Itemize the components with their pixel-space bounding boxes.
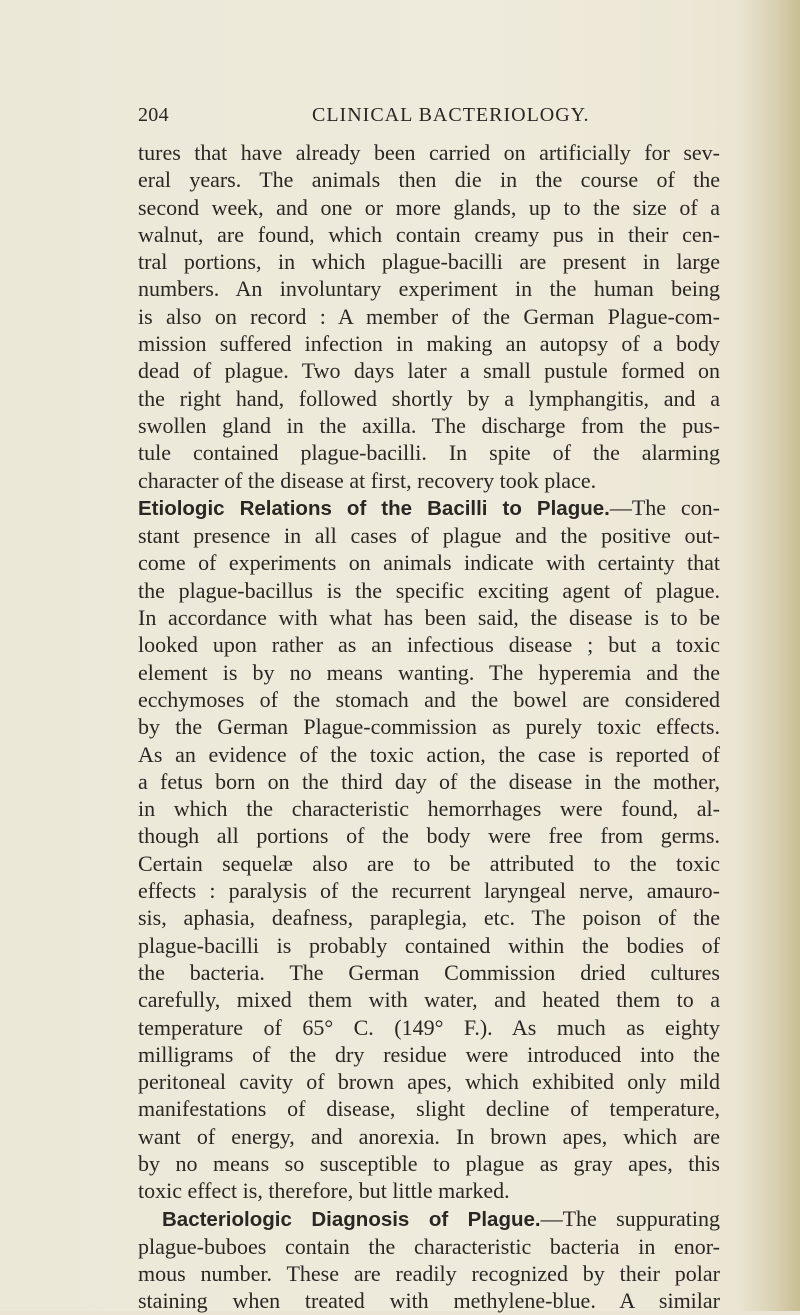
section-heading: Bacteriologic Diagnosis of Plague.	[162, 1207, 541, 1231]
text-line: by the German Plague-commission as purely toxic effects.	[138, 714, 720, 740]
heading-continuation: —The suppurating	[540, 1205, 720, 1231]
text-line: ecchymoses of the stomach and the bowel are considered	[138, 686, 720, 712]
text-line: walnut, are found, which contain creamy pus in their cen-	[138, 221, 720, 247]
section-bacteriologic-diagnosis	[138, 1205, 720, 1315]
text-line: swollen gland in the axilla. The discharge from the pus-	[138, 412, 720, 438]
section-etiologic-relations	[138, 494, 720, 1205]
text-line: mous number. These are readily recognized by their polar	[138, 1261, 720, 1287]
heading-continuation: —The con-	[609, 494, 721, 520]
text-line: element is by no means wanting. The hyperemia and the	[138, 659, 720, 685]
text-line: manifestations of disease, slight decline of temperature,	[138, 1096, 720, 1122]
text-line: looked upon rather as an infectious disease ; but a toxic	[138, 632, 720, 658]
text-line: toxic effect is, therefore, but little marked.	[138, 1178, 510, 1204]
text-line: character of the disease at first, recovery took place.	[138, 467, 597, 493]
text-line: the bacteria. The German Commission dried cultures	[138, 959, 720, 985]
text-line: plague-bacilli is probably contained within the bodies of	[138, 932, 720, 958]
text-line: stant presence in all cases of plague and the positive out-	[138, 523, 720, 549]
page-header	[138, 104, 718, 134]
paragraph-1	[138, 139, 720, 494]
text-line: numbers. An involuntary experiment in the human being	[138, 276, 720, 302]
text-line: effects : paralysis of the recurrent laryngeal nerve, amauro-	[138, 878, 720, 904]
text-line: milligrams of the dry residue were introduced into the	[138, 1041, 720, 1067]
body-text	[138, 139, 720, 1315]
text-line: temperature of 65° C. (149° F.). As much as eighty	[138, 1014, 720, 1040]
section-heading-line	[138, 1205, 720, 1233]
text-line: a fetus born on the third day of the disease in the mother,	[138, 768, 720, 794]
text-line: want of energy, and anorexia. In brown apes, which are	[138, 1123, 720, 1149]
text-line: In accordance with what has been said, the disease is to be	[138, 605, 720, 631]
text-line: the right hand, followed shortly by a lymphangitis, and a	[138, 385, 720, 411]
text-line: carefully, mixed them with water, and heated them to a	[138, 987, 720, 1013]
page-number: 204	[138, 104, 169, 126]
text-line: staining when treated with methylene-blue. A similar	[138, 1288, 720, 1314]
text-line: peritoneal cavity of brown apes, which exhibited only mild	[138, 1069, 720, 1095]
text-line: plague-buboes contain the characteristic bacteria in enor-	[138, 1233, 720, 1259]
text-line: by no means so susceptible to plague as gray apes, this	[138, 1150, 720, 1176]
text-line: is also on record : A member of the German Plague-com-	[138, 303, 720, 329]
text-line: eral years. The animals then die in the course of the	[138, 167, 720, 193]
text-line: tral portions, in which plague-bacilli are present in large	[138, 249, 720, 275]
text-line: tule contained plague-bacilli. In spite of the alarming	[138, 440, 720, 466]
text-line: tures that have already been carried on artificially for sev-	[138, 140, 720, 165]
running-head: CLINICAL BACTERIOLOGY.	[312, 104, 590, 126]
text-line: dead of plague. Two days later a small pustule formed on	[138, 358, 720, 384]
text-line: the plague-bacillus is the specific exciting agent of plague.	[138, 577, 720, 603]
text-line: though all portions of the body were free from germs.	[138, 823, 720, 849]
text-line: As an evidence of the toxic action, the case is reported of	[138, 741, 720, 767]
text-line: Certain sequelæ also are to be attributed to the toxic	[138, 850, 720, 876]
text-line: mission suffered infection in making an autopsy of a body	[138, 331, 720, 357]
text-line: sis, aphasia, deafness, paraplegia, etc. The poison of the	[138, 905, 720, 931]
section-heading-line	[138, 494, 720, 522]
text-line: second week, and one or more glands, up to the size of a	[138, 194, 720, 220]
text-line: come of experiments on animals indicate with certainty that	[138, 550, 720, 576]
section-heading: Etiologic Relations of the Bacilli to Plague.	[138, 496, 610, 520]
text-line: in which the characteristic hemorrhages were found, al-	[138, 796, 720, 822]
